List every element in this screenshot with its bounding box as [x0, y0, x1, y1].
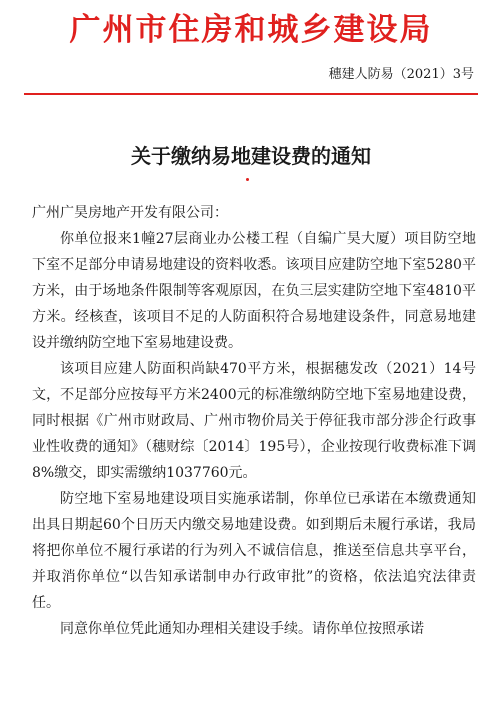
document-number: 穗建人防易（2021）3号	[328, 67, 474, 82]
title-decoration-dot	[246, 178, 249, 181]
body-paragraph-1: 你单位报来1幢27层商业办公楼工程（自编广昊大厦）项目防空地下室不足部分申请易地建设的资料收悉。该项目应建防空地下室5280平方米，由于场地条件限制等客观原因，在负三层实建防空地下室4810平方米。经核查，该项目不足的人防面积符合易地建设条件，同意易地建设并缴纳防空地下室易地建设费。	[32, 231, 476, 351]
organization-title: 广州市住房和城乡建设局	[69, 12, 433, 48]
notice-body	[32, 200, 476, 642]
header-divider	[24, 93, 478, 95]
body-paragraph-4: 同意你单位凭此通知办理相关建设手续。请你单位按照承诺	[60, 621, 424, 637]
body-paragraph-3: 防空地下室易地建设项目实施承诺制，你单位已承诺在本缴费通知出具日期起60个日历天内缴交易地建设费。如到期后未履行承诺，我局将把你单位不履行承诺的行为列入不诚信信息，推送至信息共享平台，并取消你单位“以告知承诺制申办行政审批”的资格，依法追究法律责任。	[32, 491, 476, 611]
notice-title: 关于缴纳易地建设费的通知	[131, 144, 371, 168]
salutation: 广州广昊房地产开发有限公司：	[32, 205, 228, 221]
body-paragraph-2: 该项目应建人防面积尚缺470平方米，根据穗发改（2021）14号文，不足部分应按每平方米2400元的标准缴纳防空地下室易地建设费，同时根据《广州市财政局、广州市物价局关于停征我市部分涉企行政事业性收费的通知》（穗财综〔2014〕195号），企业按现行收费标准下调8%缴交，即实需缴纳1037760元。	[32, 361, 476, 481]
